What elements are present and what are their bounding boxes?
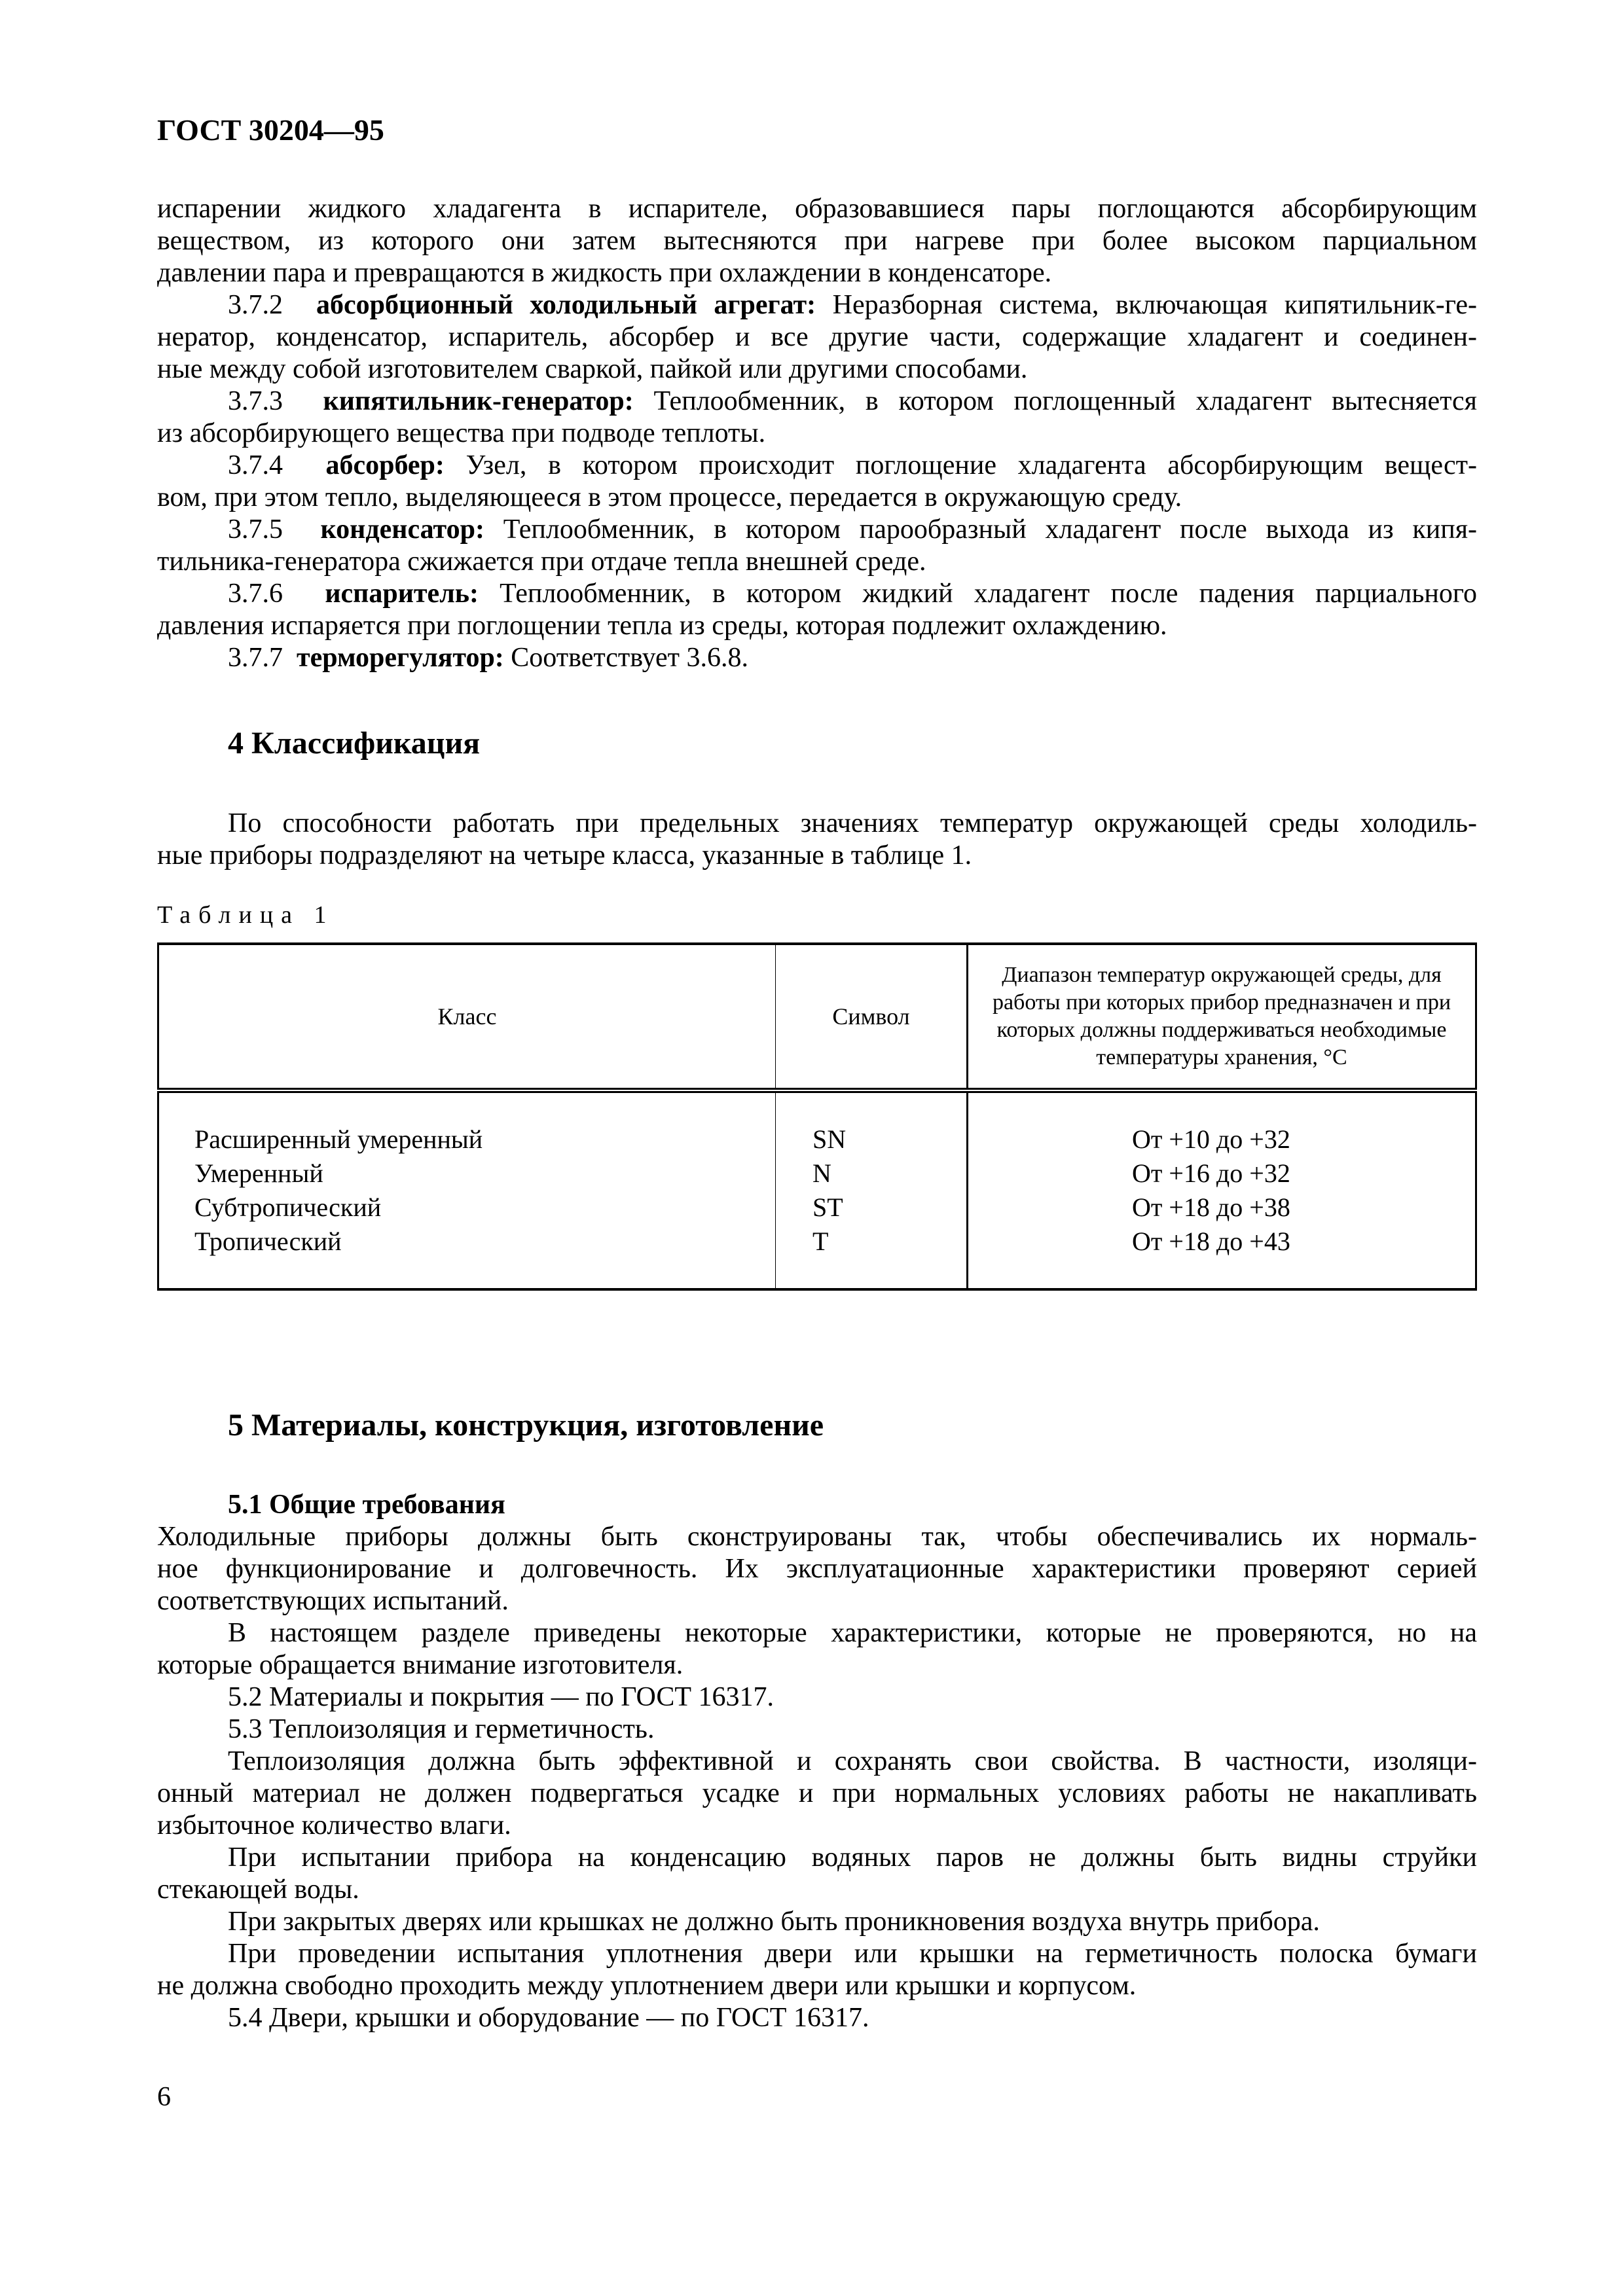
header-class: Класс	[158, 944, 776, 1090]
class-column	[158, 1090, 776, 1289]
document-header: ГОСТ 30204—95	[157, 113, 384, 147]
text-line: испарении жидкого хладагента в испарителе, образовавшиеся пары поглощаются абсорбирующим	[157, 194, 1477, 224]
section-4-title: 4 Классификация	[228, 726, 481, 761]
page-number: 6	[157, 2082, 171, 2112]
symbol-column	[776, 1090, 968, 1289]
text-line: В настоящем разделе приведены некоторые характеристики, которые не проверяются, но на	[228, 1618, 1477, 1648]
subsection-5-1-title: 5.1 Общие требования	[228, 1490, 505, 1520]
table-cell: ST	[812, 1193, 843, 1222]
text-line: которые обращается внимание изготовителя.	[157, 1650, 684, 1680]
text-line: Холодильные приборы должны быть сконструированы так, чтобы обеспечивались их нормаль-	[157, 1522, 1477, 1552]
text-line: давлении пара и превращаются в жидкость при охлаждении в конденсаторе.	[157, 258, 1052, 288]
table-cell: SN	[812, 1124, 847, 1154]
text-line: давления испаряется при поглощении тепла из среды, которая подлежит охлаждению.	[157, 611, 1167, 641]
section-4-paragraph	[157, 808, 1477, 872]
term-3-7-7: 3.7.7 терморегулятор: Соответствует 3.6.8.	[228, 643, 749, 673]
table-cell: Расширенный умеренный	[194, 1124, 483, 1154]
text-line: онный материал не должен подвергаться усадке и при нормальных условиях работы не накапливать	[157, 1778, 1477, 1808]
table-cell: От +10 до +32	[1132, 1124, 1290, 1154]
table-cell: От +16 до +32	[1132, 1158, 1290, 1188]
table-cell: N	[812, 1158, 831, 1188]
term-3-7-4: 3.7.4 абсорбер: Узел, в котором происходит поглощение хладагента абсорбирующим вещест-	[228, 450, 1478, 480]
text-line: нератор, конденсатор, испаритель, абсорбер и все другие части, содержащие хладагент и соединен-	[157, 322, 1477, 352]
table-cell: T	[812, 1227, 829, 1256]
text-line: соответствующих испытаний.	[157, 1586, 509, 1616]
section-5-title: 5 Материалы, конструкция, изготовление	[228, 1408, 824, 1443]
term-3-7-6: 3.7.6 испаритель: Теплообменник, в котором жидкий хладагент после падения парциального	[228, 579, 1478, 609]
text-line: веществом, из которого они затем вытесняются при нагреве при более высоком парциальном	[157, 226, 1477, 256]
range-column	[968, 1090, 1476, 1289]
text-line: ные между собой изготовителем сваркой, пайкой или другими способами.	[157, 354, 1028, 384]
text-line: ные приборы подразделяют на четыре класса, указанные в таблице 1.	[157, 840, 972, 870]
table-cell: Субтропический	[194, 1193, 382, 1222]
classification-table	[157, 942, 1477, 1291]
text-line: из абсорбирующего вещества при подводе теплоты.	[157, 418, 766, 448]
term-3-7-3: 3.7.3 кипятильник-генератор: Теплообменник, в котором поглощенный хладагент вытесняется	[228, 386, 1477, 416]
header-range: Диапазон температур окружающей среды, для работы при которых прибор предназначен и при которых должны поддерживаться необходимые температуры хранения, °С	[968, 944, 1476, 1090]
table-cell: Умеренный	[194, 1158, 323, 1188]
definitions-block	[157, 193, 1477, 674]
text-line: При проведении испытания уплотнения двери или крышки на герметичность полоска бумаги	[228, 1939, 1477, 1969]
text-line: При испытании прибора на конденсацию водяных паров не должны быть видны струйки	[228, 1842, 1477, 1873]
term-3-7-5: 3.7.5 конденсатор: Теплообменник, в котором парообразный хладагент после выхода из кипя-	[228, 514, 1478, 545]
text-line: 5.2 Материалы и покрытия — по ГОСТ 16317.	[228, 1682, 775, 1712]
text-line: избыточное количество влаги.	[157, 1810, 511, 1840]
table-cell: От +18 до +43	[1132, 1227, 1290, 1256]
text-line: По способности работать при предельных значениях температур окружающей среды холодиль-	[228, 808, 1477, 838]
section-5-body	[157, 1489, 1477, 2034]
text-line: 5.4 Двери, крышки и оборудование — по ГОСТ 16317.	[228, 2003, 869, 2033]
table-body	[158, 1090, 1476, 1289]
table-header-row	[158, 944, 1476, 1090]
text-line: При закрытых дверях или крышках не должно быть проникновения воздуха внутрь прибора.	[228, 1907, 1320, 1937]
text-line: ное функционирование и долговечность. Их эксплуатационные характеристики проверяют серией	[157, 1554, 1477, 1584]
text-line: 5.3 Теплоизоляция и герметичность.	[228, 1714, 655, 1744]
header-symbol: Символ	[776, 944, 968, 1090]
term-3-7-2: 3.7.2 абсорбционный холодильный агрегат: Неразборная система, включающая кипятильник-ге-	[228, 290, 1478, 320]
text-line: тильника-генератора сжижается при отдаче тепла внешней среде.	[157, 547, 926, 577]
text-line: вом, при этом тепло, выделяющееся в этом процессе, передается в окружающую среду.	[157, 482, 1182, 512]
table-cell: От +18 до +38	[1132, 1193, 1290, 1222]
table-cell: Тропический	[194, 1227, 342, 1256]
text-line: Теплоизоляция должна быть эффективной и сохранять свои свойства. В частности, изоляци-	[228, 1746, 1477, 1776]
text-line: не должна свободно проходить между уплотнением двери или крышки и корпусом.	[157, 1971, 1137, 2001]
table-caption: Таблица 1	[157, 901, 335, 929]
text-line: стекающей воды.	[157, 1874, 359, 1905]
